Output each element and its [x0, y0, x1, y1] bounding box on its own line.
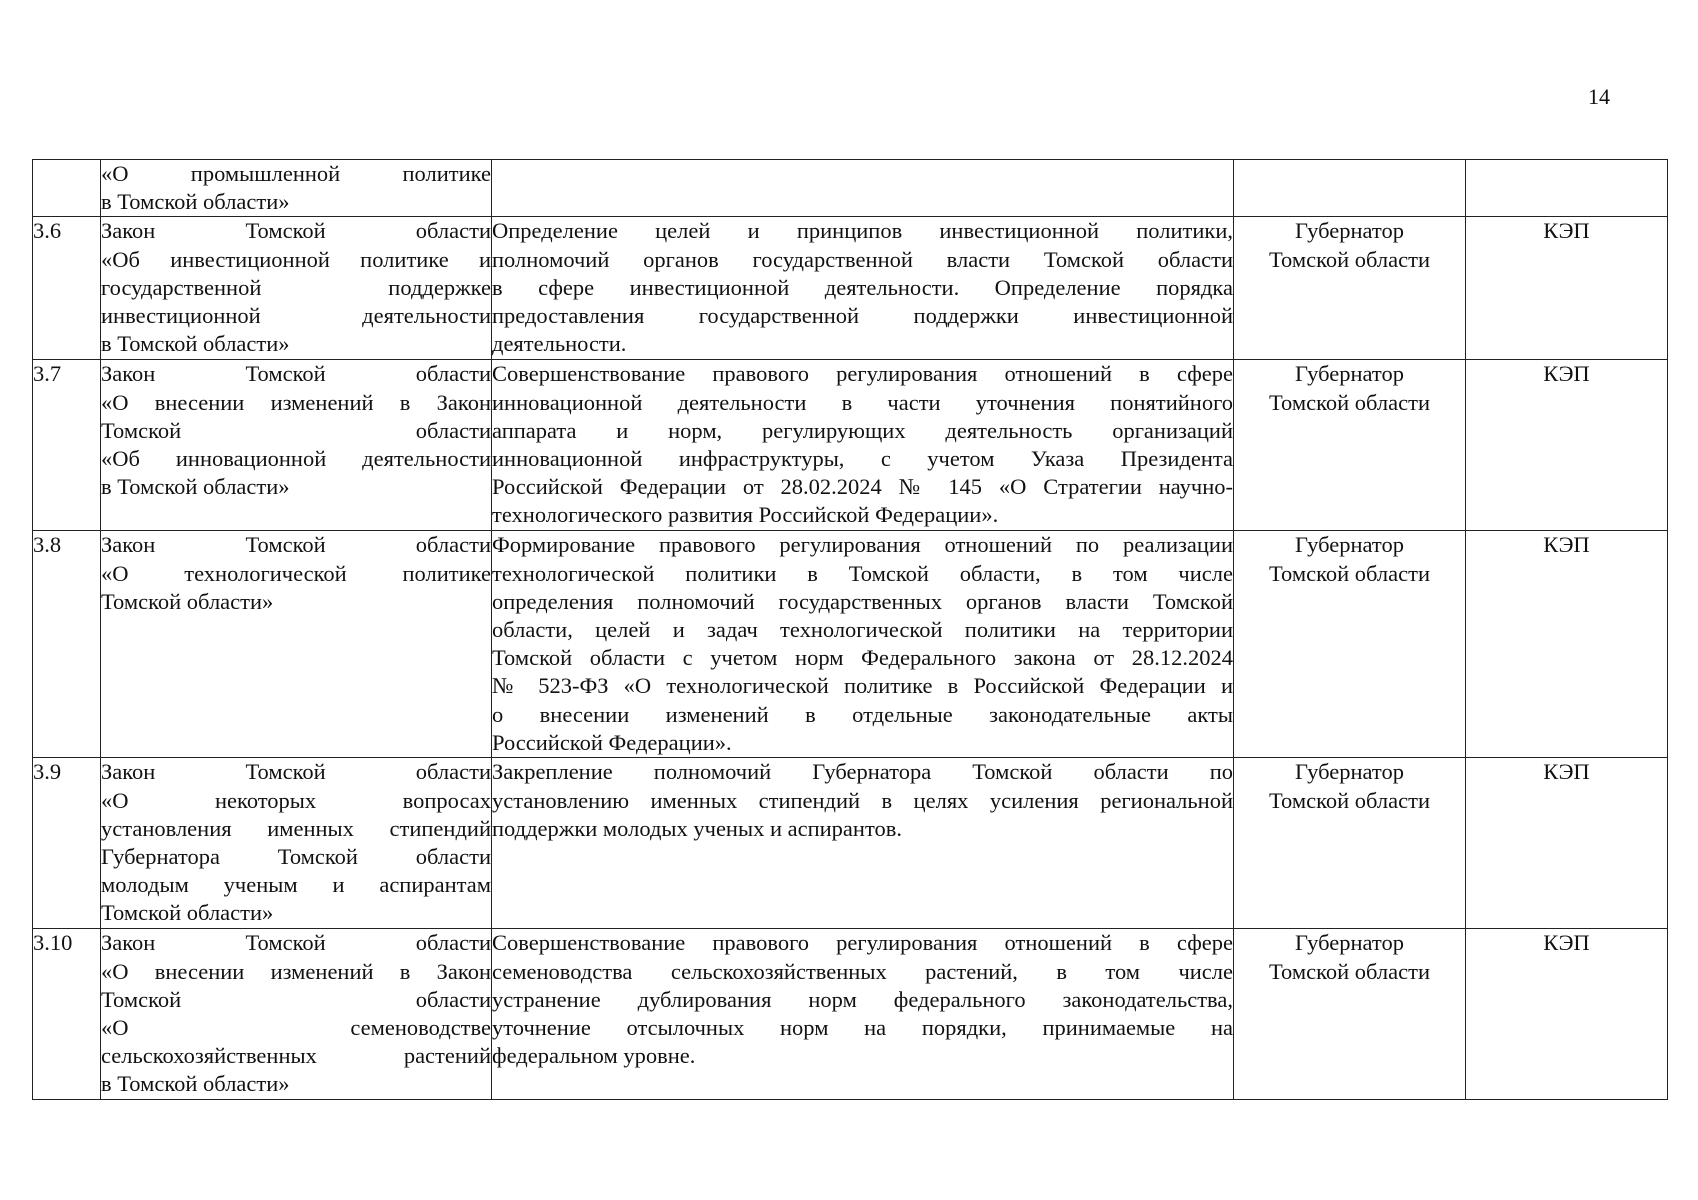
description-line: Совершенствование правового регулирования отношений в сфере — [492, 930, 1233, 956]
control-cell — [1466, 531, 1668, 758]
table-row — [33, 929, 1668, 1100]
description-line: предоставления государственной поддержки инвестиционной — [492, 303, 1233, 329]
responsible-line: Томской области — [1268, 389, 1430, 415]
responsible-line: Томской области — [1268, 958, 1430, 984]
item-number-text: 3.8 — [33, 532, 62, 558]
law-title-line: Томской области — [101, 417, 491, 443]
law-title-line: Закон Томской области — [101, 218, 491, 244]
description-line: устранение дублирования норм федерального законодательства, — [492, 986, 1233, 1012]
law-title-line: Томской области — [101, 986, 491, 1012]
description-line: поддержки молодых ученых и аспирантов. — [492, 815, 902, 841]
law-title-line: Томской области» — [101, 588, 274, 614]
table-row — [33, 217, 1668, 360]
control-text: КЭП — [1543, 759, 1590, 785]
item-number-cell — [33, 758, 101, 929]
responsible-line: Губернатор — [1295, 759, 1404, 785]
table-row — [33, 531, 1668, 758]
description-line: семеноводства сельскохозяйственных растений, в том числе — [492, 958, 1233, 984]
responsible-cell — [1234, 217, 1466, 360]
item-number-cell — [33, 217, 101, 360]
control-text: КЭП — [1543, 218, 1590, 244]
description-line: Формирование правового регулирования отношений по реализации — [492, 532, 1233, 558]
description-line: Российской Федерации от 28.02.2024 № 145 «О Стратегии научно- — [492, 474, 1233, 500]
description-line: в сфере инвестиционной деятельности. Определение порядка — [492, 274, 1233, 300]
law-title-line: в Томской области» — [101, 331, 290, 357]
responsible-cell — [1234, 758, 1466, 929]
description-line: Российской Федерации». — [492, 729, 732, 755]
control-text: КЭП — [1543, 361, 1590, 387]
description-line: № 523-ФЗ «О технологической политике в Российской Федерации и — [492, 673, 1233, 699]
item-number-cell — [33, 929, 101, 1100]
control-cell — [1466, 758, 1668, 929]
description-cell — [492, 929, 1234, 1100]
description-line: Томской области с учетом норм Федерального закона от 28.12.2024 — [492, 645, 1233, 671]
description-line: инновационной инфраструктуры, с учетом Указа Президента — [492, 446, 1233, 472]
law-title-line: государственной поддержке — [101, 274, 491, 300]
description-line: Определение целей и принципов инвестиционной политики, — [492, 218, 1233, 244]
description-line: области, целей и задач технологической политики на территории — [492, 617, 1233, 643]
law-title-cell — [101, 531, 492, 758]
responsible-cell — [1234, 531, 1466, 758]
law-title-line: Томской области» — [101, 900, 274, 926]
item-number-cell — [33, 360, 101, 531]
description-line: определения полномочий государственных органов власти Томской — [492, 588, 1233, 614]
responsible-cell — [1234, 929, 1466, 1100]
responsible-line: Губернатор — [1295, 361, 1404, 387]
law-title-line: в Томской области» — [101, 1071, 290, 1097]
description-line: уточнение отсылочных норм на порядки, принимаемые на — [492, 1015, 1233, 1041]
item-number-text: 3.7 — [33, 361, 62, 387]
control-text: КЭП — [1543, 930, 1590, 956]
description-cell — [492, 160, 1234, 217]
page-number: 14 — [1588, 84, 1610, 109]
law-title-cell — [101, 160, 492, 217]
description-line: инновационной деятельности в части уточнения понятийного — [492, 389, 1233, 415]
law-title-line: сельскохозяйственных растений — [101, 1043, 491, 1069]
law-title-cell — [101, 758, 492, 929]
law-title-line: «Об инновационной деятельности — [101, 446, 491, 472]
control-cell — [1466, 929, 1668, 1100]
law-title-line: «Об инвестиционной политике и — [101, 246, 491, 272]
table-row — [33, 758, 1668, 929]
responsible-line: Томской области — [1268, 787, 1430, 813]
item-number-text: 3.9 — [33, 759, 62, 785]
control-cell — [1466, 160, 1668, 217]
legislation-plan-table — [32, 159, 1668, 1100]
table-row — [33, 360, 1668, 531]
description-cell — [492, 531, 1234, 758]
responsible-line: Томской области — [1268, 246, 1430, 272]
description-line: технологической политики в Томской области, в том числе — [492, 560, 1233, 586]
description-line: аппарата и норм, регулирующих деятельность организаций — [492, 417, 1233, 443]
description-cell — [492, 758, 1234, 929]
law-title-line: «О технологической политике — [101, 560, 491, 586]
law-title-line: «О некоторых вопросах — [101, 787, 491, 813]
table-row — [33, 160, 1668, 217]
description-line: деятельности. — [492, 331, 627, 357]
item-number-cell — [33, 160, 101, 217]
law-title-line: Закон Томской области — [101, 532, 491, 558]
control-cell — [1466, 360, 1668, 531]
responsible-line: Томской области — [1268, 560, 1430, 586]
description-line: федеральном уровне. — [492, 1043, 696, 1069]
responsible-line: Губернатор — [1295, 930, 1404, 956]
law-title-line: инвестиционной деятельности — [101, 303, 491, 329]
law-title-cell — [101, 217, 492, 360]
control-cell — [1466, 217, 1668, 360]
law-title-line: установления именных стипендий — [101, 815, 491, 841]
law-title-line: Закон Томской области — [101, 930, 491, 956]
description-line: технологического развития Российской Федерации». — [492, 502, 999, 528]
law-title-line: «О внесении изменений в Закон — [101, 958, 491, 984]
description-line: полномочий органов государственной власти Томской области — [492, 246, 1233, 272]
description-line: установлению именных стипендий в целях усиления региональной — [492, 787, 1233, 813]
law-title-line: Закон Томской области — [101, 759, 491, 785]
law-title-line: Закон Томской области — [101, 361, 491, 387]
control-text: КЭП — [1543, 532, 1590, 558]
law-title-line: Губернатора Томской области — [101, 844, 491, 870]
law-title-line: в Томской области» — [101, 474, 290, 500]
description-line: Совершенствование правового регулирования отношений в сфере — [492, 361, 1233, 387]
law-title-line: «О внесении изменений в Закон — [101, 389, 491, 415]
law-title-line: «О семеноводстве — [101, 1015, 491, 1041]
responsible-line: Губернатор — [1295, 218, 1404, 244]
responsible-cell — [1234, 360, 1466, 531]
law-title-cell — [101, 929, 492, 1100]
responsible-cell — [1234, 160, 1466, 217]
law-title-cell — [101, 360, 492, 531]
description-cell — [492, 360, 1234, 531]
item-number-text: 3.6 — [33, 218, 62, 244]
description-line: о внесении изменений в отдельные законодательные акты — [492, 701, 1233, 727]
law-title-line: «О промышленной политике — [101, 161, 491, 186]
responsible-line: Губернатор — [1295, 532, 1404, 558]
description-cell — [492, 217, 1234, 360]
law-title-line: молодым ученым и аспирантам — [101, 872, 491, 898]
law-title-line: в Томской области» — [101, 189, 290, 215]
item-number-text: 3.10 — [33, 930, 73, 956]
description-line: Закрепление полномочий Губернатора Томской области по — [492, 759, 1233, 785]
item-number-cell — [33, 531, 101, 758]
